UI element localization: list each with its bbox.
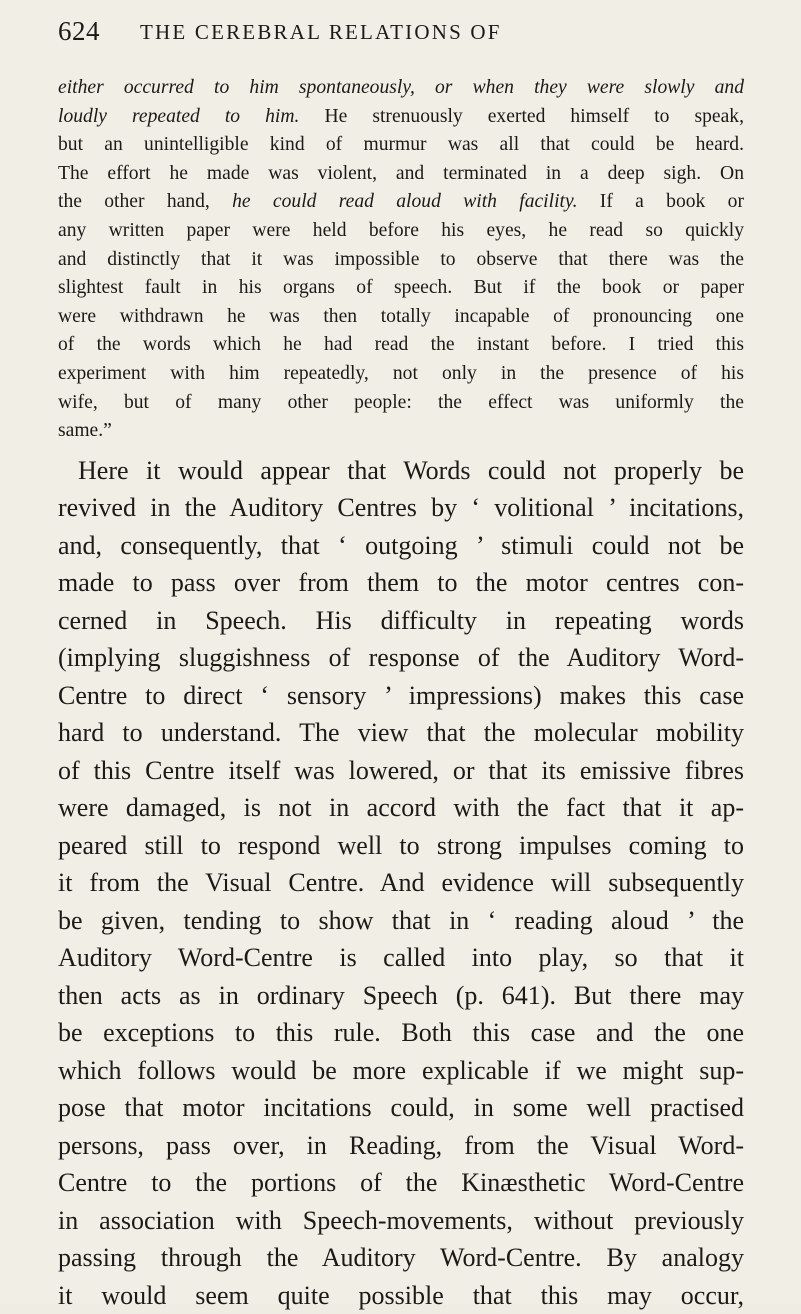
paragraph-line: it from the Visual Centre. And evidence will subsequently — [58, 868, 744, 898]
paragraph-line: then acts as in ordinary Speech (p. 641). But there may — [58, 980, 744, 1010]
paragraph-line: it would seem quite possible that this may occur, — [58, 1280, 744, 1310]
paragraph-line: Centre to the portions of the Kinæsthetic Word-Centre — [58, 1168, 744, 1198]
paragraph-line: cerned in Speech. His difficulty in repeating words — [58, 605, 744, 635]
paragraph-line: of this Centre itself was lowered, or that its emissive fibres — [58, 755, 744, 785]
paragraph-line: made to pass over from them to the motor centres con- — [58, 568, 744, 598]
paragraph-line: and, consequently, that ‘ outgoing ’ stimuli could not be — [58, 530, 744, 560]
quote-line: The effort he made was violent, and terminated in a deep sigh. On — [58, 162, 744, 184]
quoted-passage — [58, 74, 744, 446]
quote-line: same.” — [58, 420, 112, 442]
paragraph-line: in association with Speech-movements, without previously — [58, 1205, 744, 1235]
quote-line: any written paper were held before his eyes, he read so quickly — [58, 219, 744, 241]
running-head: THE CEREBRAL RELATIONS OF — [140, 20, 502, 44]
quote-line: but an unintelligible kind of murmur was all that could be heard. — [58, 134, 744, 156]
paragraph-line: which follows would be more explicable if we might sup- — [58, 1055, 744, 1085]
paragraph-line: Centre to direct ‘ sensory ’ impressions) makes this case — [58, 680, 744, 710]
quote-line: wife, but of many other people: the effect was uniformly the — [58, 391, 744, 413]
paragraph-line: be exceptions to this rule. Both this case and the one — [58, 1018, 744, 1048]
paragraph-line: passing through the Auditory Word-Centre. By analogy — [58, 1243, 744, 1273]
quote-line — [58, 74, 744, 103]
quote-line: were withdrawn he was then totally incapable of pronouncing one — [58, 305, 744, 327]
paragraph-line: Auditory Word-Centre is called into play, so that it — [58, 943, 744, 973]
paragraph-line: be given, tending to show that in ‘ reading aloud ’ the — [58, 905, 744, 935]
italic-text: he could read aloud with facility. — [232, 191, 578, 213]
quote-line: of the words which he had read the instant before. I tried this — [58, 334, 744, 356]
page-number: 624 — [58, 16, 100, 46]
quote-line: experiment with him repeatedly, not only in the presence of his — [58, 362, 744, 384]
main-paragraph — [58, 452, 744, 1314]
quote-line: the other hand, he could read aloud with facility. If a book or — [58, 191, 744, 213]
page-body — [58, 74, 744, 1314]
paragraph-line: Here it would appear that Words could not properly be — [78, 455, 744, 485]
paragraph-line: (implying sluggishness of response of the Auditory Word- — [58, 643, 744, 673]
paragraph-line: persons, pass over, in Reading, from the Visual Word- — [58, 1130, 744, 1160]
paragraph-line: were damaged, is not in accord with the fact that it ap- — [58, 793, 744, 823]
paragraph-line: pose that motor incitations could, in some well practised — [58, 1093, 744, 1123]
paragraph-line: hard to understand. The view that the molecular mobility — [58, 718, 744, 748]
quote-line: slightest fault in his organs of speech. But if the book or paper — [58, 277, 744, 299]
quote-line: and distinctly that it was impossible to observe that there was the — [58, 248, 744, 270]
paragraph-line: revived in the Auditory Centres by ‘ volitional ’ incitations, — [58, 493, 744, 523]
italic-text: loudly repeated to him. — [58, 105, 300, 127]
italic-text: either occurred to him spontaneously, or when they were slowly and — [58, 77, 744, 98]
paragraph-line: peared still to respond well to strong impulses coming to — [58, 830, 744, 860]
quote-line: loudly repeated to him. He strenuously exerted himself to speak, — [58, 105, 744, 127]
page-header — [58, 16, 758, 52]
